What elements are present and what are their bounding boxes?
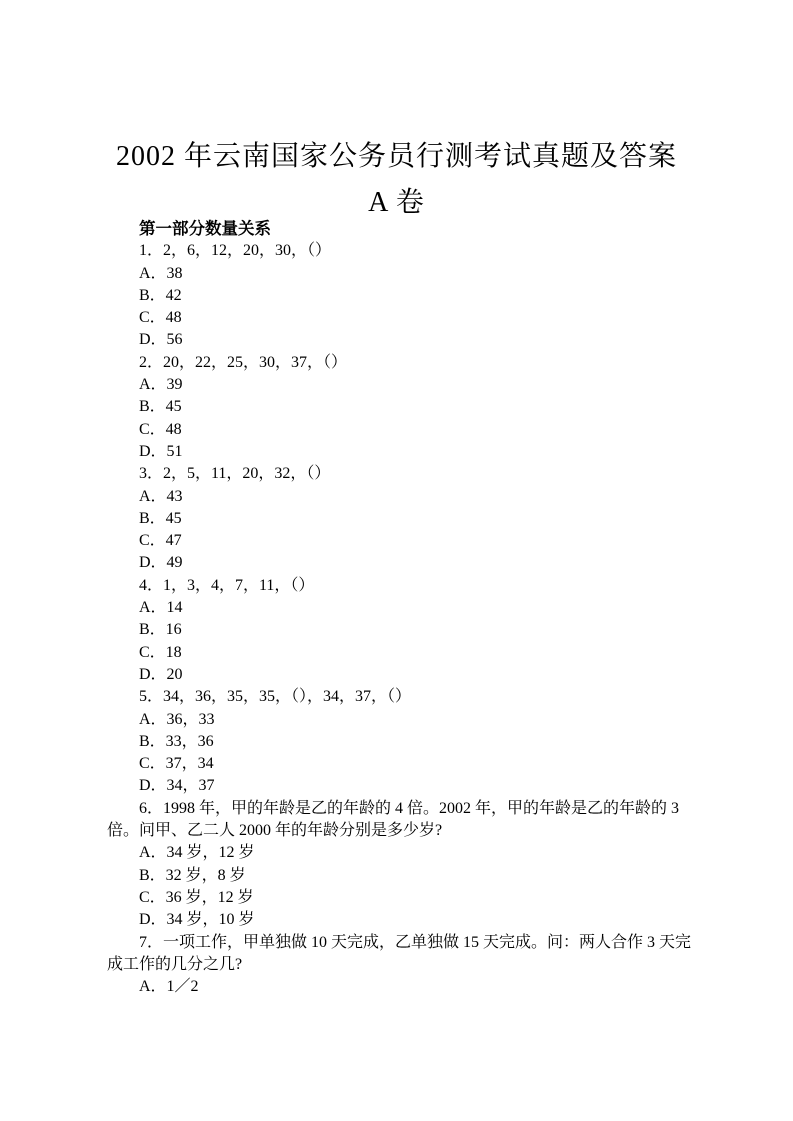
option-item: D．34，37: [139, 777, 215, 795]
option-item: D．20: [139, 665, 183, 683]
option-item: A．36，33: [139, 710, 215, 728]
option-item: A．34 岁，12 岁: [139, 844, 255, 862]
option-item: C．47: [139, 532, 182, 550]
exam-title-block: [0, 134, 793, 226]
option-item: A．39: [139, 376, 183, 394]
option-item: A．14: [139, 599, 183, 617]
exam-body: [107, 218, 703, 998]
section-heading: 第一部分数量关系: [139, 220, 271, 238]
option-item: A．1／2: [139, 978, 199, 996]
option-item: C．48: [139, 309, 182, 327]
option-item: D．51: [139, 442, 183, 460]
question-stem: 1．2，6，12，20，30，（）: [139, 242, 332, 260]
option-item: C．18: [139, 643, 182, 661]
question-stem: 7．一项工作，甲单独做 10 天完成，乙单独做 15 天完成。问：两人合作 3 天完成工作的几分之几?: [107, 933, 692, 973]
question-stem: 6．1998 年，甲的年龄是乙的年龄的 4 倍。2002 年，甲的年龄是乙的年龄的 3 倍。问甲、乙二人 2000 年的年龄分别是多少岁?: [107, 799, 680, 840]
option-item: B．42: [139, 286, 182, 304]
option-item: B．33，36: [139, 732, 214, 750]
option-item: B．32 岁，8 岁: [139, 866, 246, 884]
option-item: B．16: [139, 621, 182, 639]
option-item: D．34 岁，10 岁: [139, 911, 255, 929]
option-item: B．45: [139, 398, 182, 416]
exam-title: 2002 年云南国家公务员行测考试真题及答案: [115, 141, 677, 172]
option-item: A．38: [139, 264, 183, 282]
question-stem: 2．20，22，25，30，37，（）: [139, 353, 348, 371]
option-item: C．37，34: [139, 755, 214, 773]
option-item: D．49: [139, 554, 183, 572]
question-stem: 5．34，36，35，35，（），34，37，（）: [139, 688, 412, 706]
option-item: C．48: [139, 420, 182, 438]
exam-subtitle: A 卷: [368, 187, 425, 218]
option-item: D．56: [139, 331, 183, 349]
option-item: B．45: [139, 509, 182, 527]
question-stem: 3．2，5，11，20，32，（）: [139, 465, 331, 483]
option-item: C．36 岁，12 岁: [139, 888, 254, 906]
question-stem: 4．1，3，4，7，11，（）: [139, 576, 315, 594]
option-item: A．43: [139, 487, 183, 505]
